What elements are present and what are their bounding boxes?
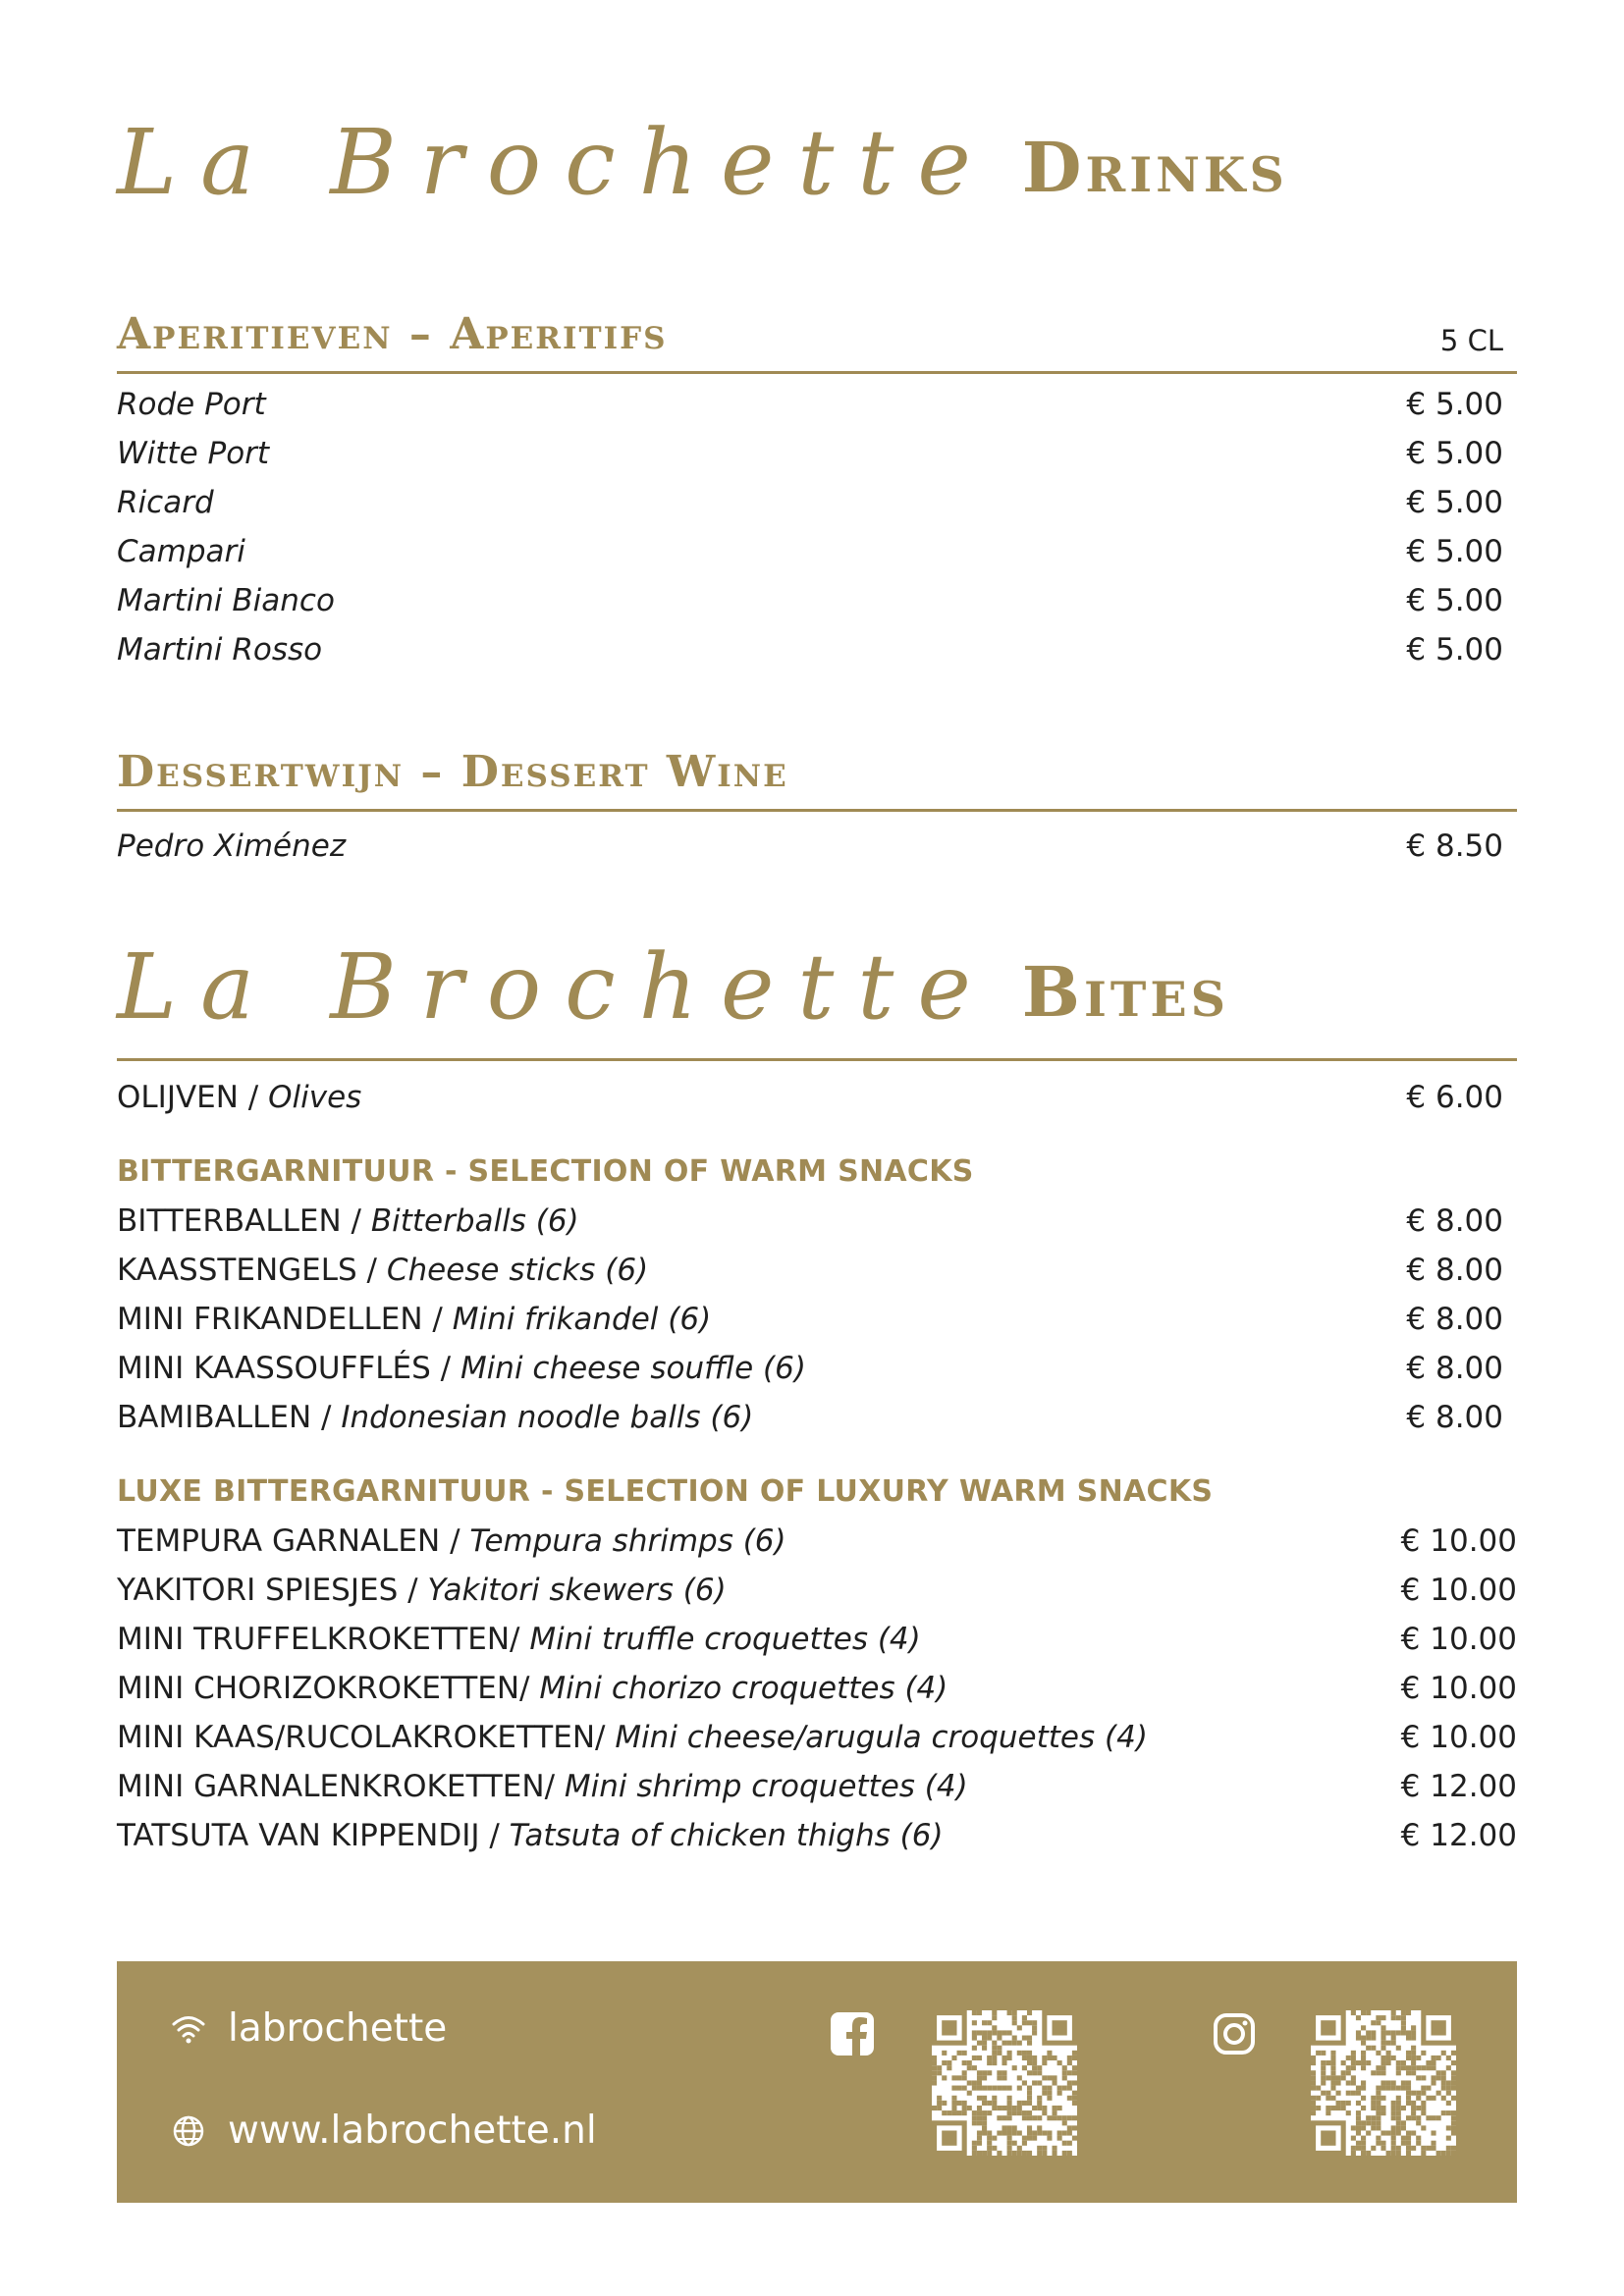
- item-name-en: Tatsuta of chicken thighs (6): [509, 1818, 944, 1853]
- item-name: Witte Port: [117, 436, 270, 471]
- list-item: [117, 823, 1517, 872]
- item-price: € 8.00: [1406, 1351, 1503, 1386]
- globe-icon: [171, 2113, 206, 2149]
- item-name: Martini Rosso: [117, 632, 323, 667]
- item-price: € 8.00: [1406, 1302, 1503, 1337]
- luxury-snacks-title: LUXE BITTERGARNITUUR - SELECTION OF LUXURY WARM SNACKS: [117, 1474, 1214, 1509]
- wifi-icon: [171, 2011, 206, 2047]
- website-info: [171, 2109, 597, 2153]
- item-name-en: Mini truffle croquettes (4): [529, 1622, 921, 1657]
- bites-title: [117, 934, 1230, 1040]
- list-item: [117, 381, 1517, 430]
- list-item: [117, 1198, 1517, 1247]
- item-name-en: Tempura shrimps (6): [469, 1523, 786, 1559]
- item-name-nl: MINI TRUFFELKROKETTEN/: [117, 1622, 530, 1657]
- item-name-nl: TEMPURA GARNALEN /: [117, 1523, 470, 1559]
- item-name-nl: BAMIBALLEN /: [117, 1400, 342, 1435]
- item-name: [117, 1769, 968, 1804]
- list-item: [117, 1714, 1517, 1763]
- item-name-en: Mini chorizo croquettes (4): [539, 1671, 948, 1706]
- item-price: € 12.00: [1400, 1818, 1517, 1853]
- item-name: [117, 1818, 944, 1853]
- item-name: [117, 1720, 1148, 1755]
- item-name: [117, 1351, 806, 1386]
- item-price: € 10.00: [1400, 1622, 1517, 1657]
- item-price: € 5.00: [1406, 632, 1503, 667]
- qr-code-instagram: [1311, 2010, 1456, 2156]
- item-price: € 8.00: [1406, 1203, 1503, 1239]
- footer-bar: [117, 1961, 1517, 2203]
- item-name: Pedro Ximénez: [117, 828, 347, 864]
- list-item: [117, 1074, 1517, 1123]
- item-price: € 8.00: [1406, 1400, 1503, 1435]
- facebook-icon[interactable]: [831, 2012, 874, 2056]
- item-name-en: Cheese sticks (6): [386, 1253, 649, 1288]
- item-name-nl: TATSUTA VAN KIPPENDIJ /: [117, 1818, 510, 1853]
- list-item: [117, 1665, 1517, 1714]
- item-price: € 8.50: [1406, 828, 1503, 864]
- list-item: [117, 1518, 1517, 1567]
- item-name-nl: YAKITORI SPIESJES /: [117, 1573, 428, 1608]
- item-price: € 10.00: [1400, 1523, 1517, 1559]
- list-item: [117, 1763, 1517, 1812]
- instagram-icon[interactable]: [1213, 2012, 1256, 2056]
- wifi-info: [171, 2006, 447, 2051]
- drinks-title: [117, 110, 1288, 215]
- item-name: Martini Bianco: [117, 583, 335, 618]
- dessert-wine-title: Dessertwijn – Dessert Wine: [117, 747, 788, 797]
- item-name-nl: MINI FRIKANDELLEN /: [117, 1302, 453, 1337]
- item-price: € 5.00: [1406, 485, 1503, 520]
- item-name-en: Indonesian noodle balls (6): [341, 1400, 754, 1435]
- list-item: [117, 1394, 1517, 1443]
- brand-script: La Brochette: [117, 110, 995, 215]
- website-link[interactable]: www.labrochette.nl: [228, 2109, 597, 2153]
- list-item: [117, 626, 1517, 675]
- item-name: Ricard: [117, 485, 214, 520]
- item-name-nl: OLIJVEN /: [117, 1080, 269, 1115]
- item-price: € 10.00: [1400, 1573, 1517, 1608]
- item-name-en: Mini frikandel (6): [452, 1302, 712, 1337]
- list-item: [117, 1345, 1517, 1394]
- item-name-nl: MINI CHORIZOKROKETTEN/: [117, 1671, 540, 1706]
- item-price: € 8.00: [1406, 1253, 1503, 1288]
- list-item: [117, 430, 1517, 479]
- item-name-en: Mini shrimp croquettes (4): [564, 1769, 968, 1804]
- qr-code-facebook: [932, 2010, 1077, 2156]
- list-item: [117, 528, 1517, 577]
- item-name: [117, 1400, 753, 1435]
- list-item: [117, 1616, 1517, 1665]
- item-name-nl: MINI KAASSOUFFLÉS /: [117, 1351, 460, 1386]
- item-name-en: Bitterballs (6): [370, 1203, 579, 1239]
- item-price: € 12.00: [1400, 1769, 1517, 1804]
- bites-divider: [117, 1058, 1517, 1061]
- item-price: € 10.00: [1400, 1671, 1517, 1706]
- item-name: [117, 1203, 579, 1239]
- aperitifs-header: [117, 309, 1517, 374]
- item-name: [117, 1622, 921, 1657]
- item-name-en: Mini cheese souffle (6): [460, 1351, 806, 1386]
- aperitifs-volume: 5 CL: [1439, 324, 1503, 357]
- item-name-nl: MINI KAAS/RUCOLAKROKETTEN/: [117, 1720, 616, 1755]
- bites-title-word: Bites: [1021, 951, 1230, 1033]
- item-name: [117, 1671, 947, 1706]
- aperitifs-title: Aperitieven – Aperitifs: [117, 309, 668, 359]
- item-name-nl: KAASSTENGELS /: [117, 1253, 387, 1288]
- list-item: [117, 1567, 1517, 1616]
- dessert-wine-header: [117, 747, 1517, 812]
- item-name: [117, 1253, 648, 1288]
- item-name-en: Mini cheese/arugula croquettes (4): [615, 1720, 1148, 1755]
- item-name-nl: MINI GARNALENKROKETTEN/: [117, 1769, 565, 1804]
- item-name: Campari: [117, 534, 245, 569]
- list-item: [117, 1247, 1517, 1296]
- item-price: € 10.00: [1400, 1720, 1517, 1755]
- item-name: [117, 1573, 727, 1608]
- list-item: [117, 1812, 1517, 1861]
- item-name: [117, 1523, 786, 1559]
- item-price: € 6.00: [1406, 1080, 1503, 1115]
- item-price: € 5.00: [1406, 534, 1503, 569]
- item-name-en: Yakitori skewers (6): [427, 1573, 727, 1608]
- list-item: [117, 479, 1517, 528]
- warm-snacks-title: BITTERGARNITUUR - SELECTION OF WARM SNACKS: [117, 1154, 974, 1189]
- item-price: € 5.00: [1406, 436, 1503, 471]
- item-price: € 5.00: [1406, 387, 1503, 422]
- list-item: [117, 1296, 1517, 1345]
- item-name-en: Olives: [268, 1080, 362, 1115]
- list-item: [117, 577, 1517, 626]
- item-name: [117, 1302, 711, 1337]
- drinks-title-word: Drinks: [1021, 127, 1288, 208]
- item-name: Rode Port: [117, 387, 266, 422]
- brand-script: La Brochette: [117, 934, 995, 1040]
- item-price: € 5.00: [1406, 583, 1503, 618]
- item-name-nl: BITTERBALLEN /: [117, 1203, 371, 1239]
- wifi-name: labrochette: [228, 2006, 448, 2051]
